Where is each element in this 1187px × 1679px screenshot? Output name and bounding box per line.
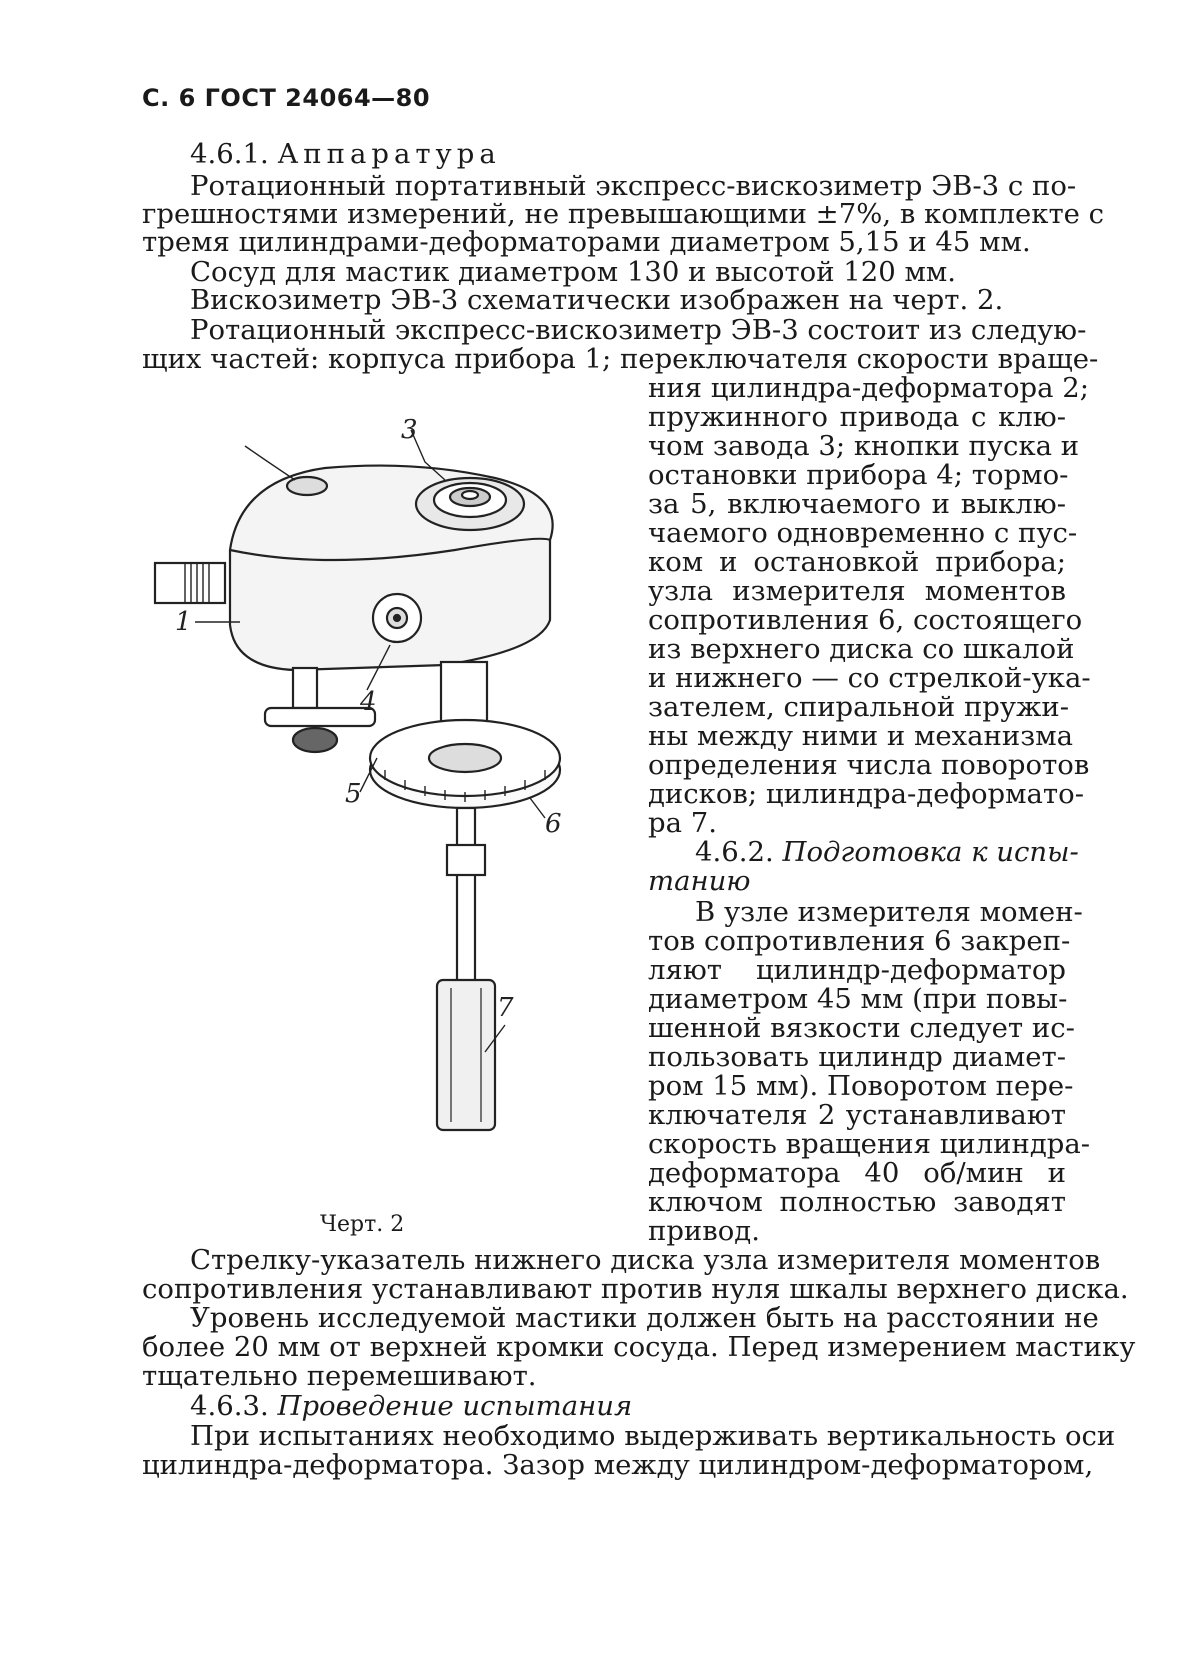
side-shaft <box>155 563 225 603</box>
figure-caption: Черт. 2 <box>320 1212 405 1237</box>
right-column-line: узла измерителя моментов <box>648 575 1066 607</box>
section-title: Проведение испытания <box>277 1390 633 1422</box>
right-column-line: ляют цилиндр-деформатор <box>648 954 1066 986</box>
section-4-6-3-heading <box>190 1390 632 1422</box>
page-header: С. 6 ГОСТ 24064—80 <box>142 84 431 112</box>
right-column-line: чаемого одновременно с пус- <box>648 517 1078 549</box>
section-4-6-1-heading <box>190 138 501 170</box>
right-column-line: определения числа поворотов <box>648 749 1090 781</box>
section-number: 4.6.2. <box>695 836 774 868</box>
paragraph-line: сопротивления устанавливают против нуля шкалы верхнего диска. <box>142 1273 1129 1305</box>
paragraph-line: грешностями измерений, не превышающими ±7%, в комплекте с <box>142 198 1105 230</box>
right-column-line: скорость вращения цилиндра- <box>648 1128 1091 1160</box>
paragraph-line: Стрелку-указатель нижнего диска узла измерителя моментов <box>190 1244 1101 1276</box>
right-column-line: ны между ними и механизма <box>648 720 1073 752</box>
right-column-line: сопротивления 6, состоящего <box>648 604 1083 636</box>
section-number: 4.6.1. <box>190 138 269 170</box>
paragraph-line: Вискозиметр ЭВ-3 схематически изображен на черт. 2. <box>190 284 1004 316</box>
section-title: Подготовка к испы- <box>782 836 1079 868</box>
right-column-line: В узле измерителя момен- <box>695 896 1083 928</box>
right-column-line: ра 7. <box>648 807 717 839</box>
figure-label: 1 <box>175 607 192 637</box>
viscometer-figure <box>145 415 635 1200</box>
paragraph-line: Уровень исследуемой мастики должен быть на расстоянии не <box>190 1302 1099 1334</box>
paragraph-line: тщательно перемешивают. <box>142 1360 537 1392</box>
figure-label: 4 <box>360 687 377 717</box>
right-column-line: пружинного привода с клю- <box>648 401 1066 433</box>
right-column-line: за 5, включаемого и выклю- <box>648 488 1066 520</box>
right-column-line: из верхнего диска со шкалой <box>648 633 1075 665</box>
paragraph-line: Ротационный портативный экспресс-вискозиметр ЭВ-3 с по- <box>190 170 1077 202</box>
right-column-line: дисков; цилиндра-деформато- <box>648 778 1084 810</box>
right-column-line: ком и остановкой прибора; <box>648 546 1066 578</box>
figure-label: 3 <box>401 415 418 445</box>
paragraph-line: более 20 мм от верхней кромки сосуда. Перед измерением мастику <box>142 1331 1136 1363</box>
paragraph-line: При испытаниях необходимо выдерживать вертикальность оси <box>190 1420 1116 1452</box>
right-column-line: ключом полностью заводят <box>648 1186 1066 1218</box>
paragraph-line: Сосуд для мастик диаметром 130 и высотой 120 мм. <box>190 256 957 288</box>
brake-arm <box>265 708 375 726</box>
right-column-line: пользовать цилиндр диамет- <box>648 1041 1066 1073</box>
right-column-line: тов сопротивления 6 закреп- <box>648 925 1071 957</box>
section-number: 4.6.3. <box>190 1390 269 1422</box>
paragraph-line: Ротационный экспресс-вискозиметр ЭВ-3 состоит из следую- <box>190 314 1087 346</box>
right-column-line: чом завода 3; кнопки пуска и <box>648 430 1080 462</box>
section-4-6-2-heading <box>695 836 1079 868</box>
paragraph-line: тремя цилиндрами-деформаторами диаметром 5,15 и 45 мм. <box>142 226 1031 258</box>
lower-shaft <box>457 808 475 983</box>
right-column-line: привод. <box>648 1215 760 1247</box>
right-column-line: ния цилиндра-деформатора 2; <box>648 372 1090 404</box>
right-column-line: ключателя 2 устанавливают <box>648 1099 1066 1131</box>
right-column-line: диаметром 45 мм (при повы- <box>648 983 1068 1015</box>
paragraph-line: цилиндра-деформатора. Зазор между цилиндром-деформатором, <box>142 1449 1094 1481</box>
right-column-line: деформатора 40 об/мин и <box>648 1157 1066 1189</box>
top-button <box>287 477 327 495</box>
right-column-line: ром 15 мм). Поворотом пере- <box>648 1070 1074 1102</box>
figure-label: 7 <box>497 993 514 1023</box>
figure-label: 5 <box>345 779 362 809</box>
section-title-cont: танию <box>648 865 751 897</box>
section-title: Аппаратура <box>277 138 501 170</box>
cylinder-deformer <box>437 980 495 1130</box>
right-column-line: и нижнего — со стрелкой-ука- <box>648 662 1091 694</box>
right-column-line: шенной вязкости следует ис- <box>648 1012 1075 1044</box>
right-column-line: остановки прибора 4; тормо- <box>648 459 1069 491</box>
figure-label: 6 <box>545 809 562 839</box>
right-column-line: зателем, спиральной пружи- <box>648 691 1069 723</box>
paragraph-line: щих частей: корпуса прибора 1; переключателя скорости враще- <box>142 343 1099 375</box>
